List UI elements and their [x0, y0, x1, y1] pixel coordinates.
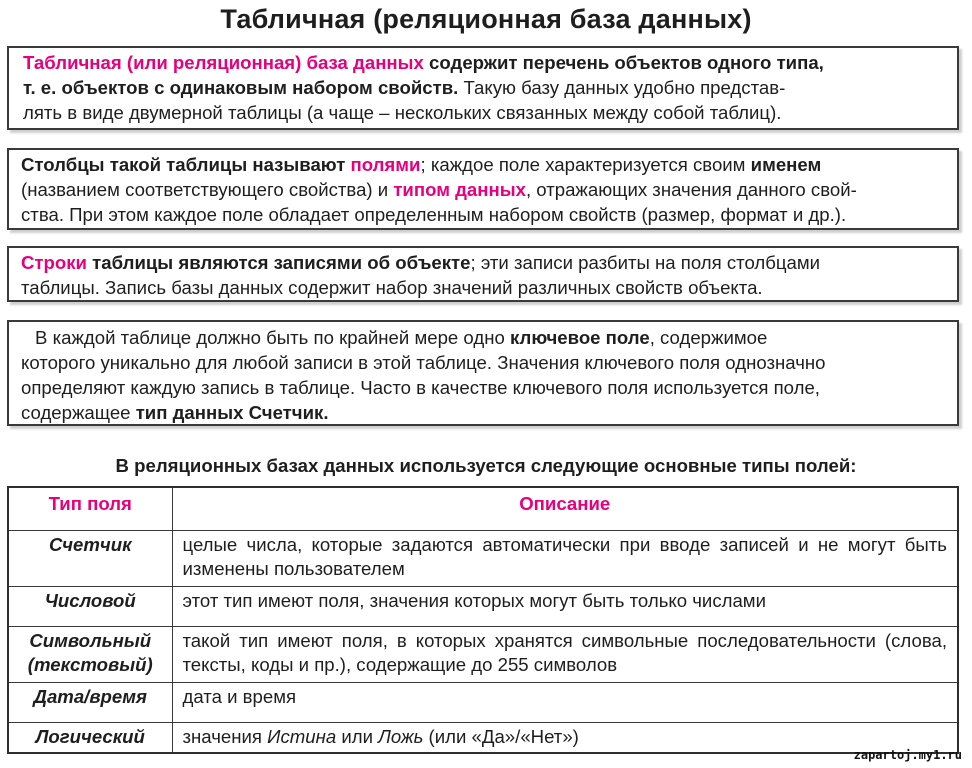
definition-bold-text: содержит перечень объектов одного типа, [423, 52, 824, 73]
site-watermark: zapartoj.my1.ru [853, 748, 962, 762]
description-text-2: или [336, 726, 379, 747]
description-text: значения [182, 726, 268, 747]
table-row [8, 683, 958, 723]
term-counter-type: тип данных Счетчик. [135, 402, 329, 423]
table-row [8, 531, 958, 587]
definition-bold-text-2: т. е. объектов с одинаковым набором свойств. [23, 77, 459, 98]
field-type-name: Счетчик [8, 531, 172, 587]
fields-text-2: (названием соответствующего свойства) и [21, 179, 394, 200]
term-relational-db: Табличная (или реляционная) база данных [23, 52, 424, 73]
term-fields: полями [350, 154, 421, 175]
term-name: именем [750, 154, 822, 175]
key-field-line-3: определяют каждую запись в таблице. Часто в качестве ключевого поля используется поле, [21, 377, 820, 398]
fields-text-3: , отражающих значения данного свой- [525, 179, 857, 200]
table-row [8, 587, 958, 627]
records-text: ; эти записи разбиты на поля столбцами [470, 252, 821, 273]
field-type-description: этот тип имеют поля, значения которых могут быть только числами [172, 587, 958, 627]
column-header-type: Тип поля [8, 487, 172, 531]
records-line-1 [21, 250, 947, 275]
key-field-line-4 [21, 400, 947, 425]
table-row [8, 723, 958, 753]
key-field-text-2: , содержимое [649, 327, 768, 348]
definition-line-1 [23, 50, 947, 75]
fields-bold-text: Столбцы такой таблицы называют [21, 154, 351, 175]
relational-db-definition-box [7, 46, 959, 130]
fields-line-2 [21, 177, 947, 202]
fields-description-box [7, 148, 959, 230]
records-bold-text: таблицы являются записями об объекте [87, 252, 471, 273]
column-header-description: Описание [172, 487, 958, 531]
fields-line-1 [21, 152, 947, 177]
key-field-line-1 [21, 325, 947, 350]
field-type-name: Числовой [8, 587, 172, 627]
term-key-field: ключевое поле [509, 327, 650, 348]
key-field-line-2: которого уникально для любой записи в этой таблице. Значения ключевого поля однозначно [21, 352, 826, 373]
key-field-text-3: содержащее [21, 402, 136, 423]
records-line-2: таблицы. Запись базы данных содержит набор значений различных свойств объекта. [21, 277, 763, 298]
definition-line-2 [23, 75, 947, 100]
table-row [8, 627, 958, 683]
fields-text: ; каждое поле характеризуется своим [420, 154, 751, 175]
records-description-box [7, 246, 959, 302]
field-type-name: Дата/время [8, 683, 172, 723]
definition-text: Такую базу данных удобно представ- [458, 77, 786, 98]
value-true: Истина [267, 726, 337, 747]
key-field-text: В каждой таблице должно быть по крайней мере одно [35, 327, 510, 348]
definition-line-3: лять в виде двумерной таблицы (а чаще – нескольких связанных между собой таблиц). [23, 102, 782, 123]
description-text-3: (или «Да»/«Нет») [423, 726, 579, 747]
value-false: Ложь [378, 726, 424, 747]
field-type-description: такой тип имеют поля, в которых хранятся символьные последовательности (слова, тексты, коды и пр.), содержащие до 255 символов [172, 627, 958, 683]
table-header-row [8, 487, 958, 531]
field-type-description [172, 723, 958, 753]
field-types-subtitle: В реляционных базах данных используется следующие основные типы полей: [115, 455, 857, 476]
field-types-table [7, 486, 959, 754]
field-type-name: Символьный (текстовый) [8, 627, 172, 683]
term-rows: Строки [21, 252, 87, 273]
field-type-name: Логический [8, 723, 172, 753]
term-data-type: типом данных [393, 179, 526, 200]
fields-line-3: ства. При этом каждое поле обладает определенным набором свойств (размер, формат и др.). [21, 204, 847, 225]
field-type-description: целые числа, которые задаются автоматически при вводе записей и не могут быть изменены пользователем [172, 531, 958, 587]
page-title: Табличная (реляционная база данных) [220, 4, 752, 34]
field-type-description: дата и время [172, 683, 958, 723]
key-field-box [7, 320, 959, 426]
